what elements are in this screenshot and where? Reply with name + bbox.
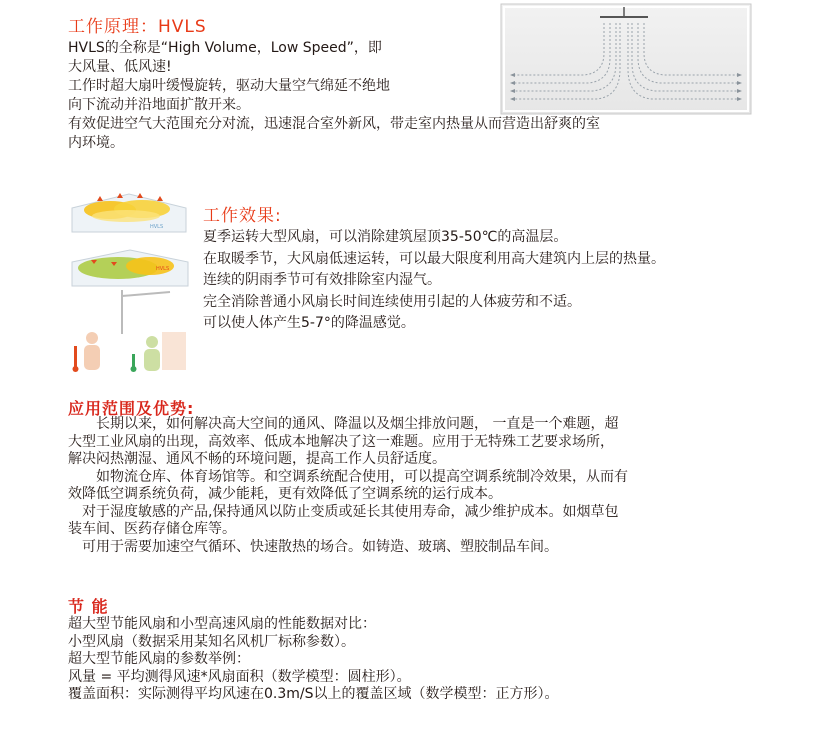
effect-line: 连续的阴雨季节可有效排除室内湿气。	[203, 272, 441, 288]
application-line: 可用于需要加速空气循环、快速散热的场合。如铸造、玻璃、塑胶制品车间。	[68, 538, 558, 555]
energy-line: 风量 = 平均测得风速*风扇面积（数学模型：圆柱形）。	[68, 668, 411, 685]
energy-title: 节 能	[68, 597, 109, 616]
energy-line: 超大型节能风扇的参数举例：	[68, 651, 250, 667]
effect-line: 完全消除普通小风扇长时间连续使用引起的人体疲劳和不适。	[203, 293, 581, 310]
principle-line: 有效促进空气大范围充分对流，迅速混合室外新风，带走室内热量从而营造出舒爽的室	[68, 116, 600, 132]
effect-line: 在取暖季节，大风扇低速运转，可以最大限度利用高大建筑内上层的热量。	[203, 250, 665, 267]
summer-heat-layer-illustration	[70, 190, 188, 234]
principle-line: 大风量、低风速!	[68, 59, 172, 75]
application-line: 效降低空调系统负荷，减少能耗，更有效降低了空调系统的运行成本。	[68, 486, 502, 502]
effect-line: 夏季运转大型风扇，可以消除建筑屋顶35-50℃的高温层。	[203, 229, 568, 245]
application-title: 应用范围及优势:	[68, 399, 195, 418]
energy-text	[68, 616, 559, 704]
energy-line: 覆盖面积：实际测得平均风速在0.3m/S以上的覆盖区域（数学模型：正方形）。	[68, 686, 559, 702]
application-line: 如物流仓库、体育场馆等。和空调系统配合使用，可以提高空调系统制冷效果，从而有	[68, 468, 628, 485]
principle-line: 向下流动并沿地面扩散开来。	[68, 97, 250, 113]
effect-line: 可以使人体产生5-7°的降温感觉。	[203, 315, 415, 331]
application-line: 大型工业风扇的出现，高效率、低成本地解决了这一难题。应用于无特殊工艺要求场所，	[68, 433, 614, 450]
energy-line: 小型风扇（数据采用某知名风机厂标称参数）。	[68, 633, 355, 650]
effect-title: 工作效果:	[203, 206, 282, 226]
principle-line: 工作时超大扇叶缓慢旋转，驱动大量空气绵延不绝地	[68, 78, 390, 94]
application-text	[68, 416, 628, 556]
hvls-airflow-diagram	[500, 3, 752, 115]
winter-heat-reuse-illustration	[70, 248, 190, 288]
application-line: 长期以来，如何解决高大空间的通风、降温以及烟尘排放问题， 一直是一个难题，超	[68, 416, 619, 432]
principle-title: 工作原理：HVLS	[68, 17, 207, 37]
svg-text:HVLS: HVLS	[156, 266, 170, 272]
effect-text	[203, 227, 665, 335]
application-line: 装车间、医药存储仓库等。	[68, 521, 236, 537]
application-line: 对于湿度敏感的产品,保持通风以防止变质或延长其使用寿命，减少维护成本。如烟草包	[68, 503, 619, 520]
principle-line: 内环境。	[68, 135, 124, 151]
energy-line: 超大型节能风扇和小型高速风扇的性能数据对比：	[68, 616, 376, 632]
svg-text:HVLS: HVLS	[150, 224, 164, 230]
application-line: 解决闷热潮湿、通风不畅的环境问题，提高工作人员舒适度。	[68, 451, 446, 467]
human-cooling-illustration	[70, 290, 190, 372]
principle-line: HVLS的全称是“High Volume，Low Speed”，即	[68, 40, 382, 56]
